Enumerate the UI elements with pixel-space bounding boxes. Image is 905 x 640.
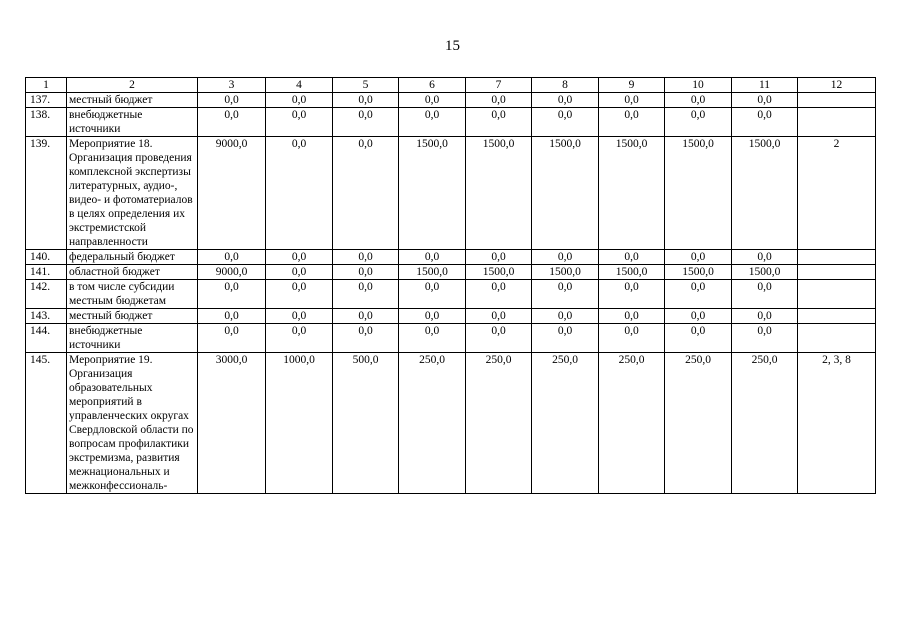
column-header: 4 [266,78,333,93]
value-cell: 0,0 [532,280,599,309]
target-indicator-cell [798,280,876,309]
value-cell: 9000,0 [198,265,266,280]
value-cell: 0,0 [333,280,399,309]
budget-table [25,77,876,494]
value-cell: 0,0 [198,309,266,324]
row-number: 137. [26,93,67,108]
value-cell: 1500,0 [466,137,532,250]
table-row [26,93,876,108]
row-number: 139. [26,137,67,250]
target-indicator-cell: 2 [798,137,876,250]
table-row [26,280,876,309]
value-cell: 1000,0 [266,353,333,494]
value-cell: 1500,0 [532,137,599,250]
value-cell: 0,0 [333,265,399,280]
value-cell: 0,0 [466,324,532,353]
row-name: внебюджетные источники [67,324,198,353]
row-name: в том числе субсидии местным бюджетам [67,280,198,309]
value-cell: 0,0 [266,265,333,280]
target-indicator-cell [798,265,876,280]
value-cell: 250,0 [599,353,665,494]
value-cell: 0,0 [198,108,266,137]
row-number: 138. [26,108,67,137]
value-cell: 0,0 [532,93,599,108]
value-cell: 0,0 [732,280,798,309]
row-number: 143. [26,309,67,324]
value-cell: 0,0 [333,93,399,108]
column-header: 12 [798,78,876,93]
value-cell: 0,0 [599,280,665,309]
value-cell: 1500,0 [665,265,732,280]
value-cell: 3000,0 [198,353,266,494]
value-cell: 0,0 [599,108,665,137]
value-cell: 0,0 [333,309,399,324]
row-number: 142. [26,280,67,309]
column-header: 5 [333,78,399,93]
value-cell: 0,0 [532,108,599,137]
target-indicator-cell [798,108,876,137]
table-row [26,309,876,324]
value-cell: 250,0 [532,353,599,494]
value-cell: 1500,0 [399,265,466,280]
target-indicator-cell [798,93,876,108]
value-cell: 1500,0 [466,265,532,280]
value-cell: 0,0 [266,309,333,324]
row-number: 144. [26,324,67,353]
table-row [26,353,876,494]
value-cell: 0,0 [532,309,599,324]
value-cell: 0,0 [466,93,532,108]
value-cell: 0,0 [399,108,466,137]
value-cell: 1500,0 [732,265,798,280]
value-cell: 1500,0 [399,137,466,250]
table-header-row [26,78,876,93]
value-cell: 0,0 [665,309,732,324]
value-cell: 250,0 [399,353,466,494]
value-cell: 250,0 [665,353,732,494]
target-indicator-cell [798,309,876,324]
value-cell: 0,0 [466,108,532,137]
row-name: внебюджетные источники [67,108,198,137]
value-cell: 1500,0 [665,137,732,250]
value-cell: 1500,0 [732,137,798,250]
row-number: 140. [26,250,67,265]
value-cell: 0,0 [599,93,665,108]
value-cell: 500,0 [333,353,399,494]
value-cell: 0,0 [266,324,333,353]
table-row [26,265,876,280]
value-cell: 0,0 [333,324,399,353]
target-indicator-cell [798,250,876,265]
target-indicator-cell [798,324,876,353]
value-cell: 0,0 [665,250,732,265]
value-cell: 0,0 [198,324,266,353]
row-number: 145. [26,353,67,494]
value-cell: 250,0 [466,353,532,494]
value-cell: 0,0 [198,93,266,108]
value-cell: 0,0 [266,250,333,265]
value-cell: 0,0 [532,324,599,353]
value-cell: 0,0 [198,250,266,265]
row-name: местный бюджет [67,93,198,108]
target-indicator-cell: 2, 3, 8 [798,353,876,494]
value-cell: 0,0 [333,108,399,137]
column-header: 11 [732,78,798,93]
row-name: местный бюджет [67,309,198,324]
row-name: областной бюджет [67,265,198,280]
value-cell: 1500,0 [599,137,665,250]
value-cell: 0,0 [599,250,665,265]
value-cell: 0,0 [399,93,466,108]
column-header: 6 [399,78,466,93]
value-cell: 0,0 [532,250,599,265]
column-header: 7 [466,78,532,93]
value-cell: 0,0 [266,108,333,137]
value-cell: 0,0 [732,108,798,137]
value-cell: 1500,0 [532,265,599,280]
table-row [26,250,876,265]
value-cell: 0,0 [266,137,333,250]
column-header: 10 [665,78,732,93]
value-cell: 0,0 [665,108,732,137]
value-cell: 0,0 [399,309,466,324]
value-cell: 9000,0 [198,137,266,250]
table-row [26,137,876,250]
value-cell: 0,0 [732,250,798,265]
value-cell: 250,0 [732,353,798,494]
column-header: 3 [198,78,266,93]
row-name: Мероприятие 19. Организация образовательных мероприятий в управленческих округах Свердловской области по вопросам профилактики экстремизма, развития межнациональных и межконфессиональ- [67,353,198,494]
value-cell: 0,0 [732,309,798,324]
column-header: 9 [599,78,665,93]
table-row [26,108,876,137]
value-cell: 0,0 [466,309,532,324]
value-cell: 0,0 [399,324,466,353]
page-number: 15 [445,38,460,54]
value-cell: 0,0 [665,280,732,309]
column-header: 1 [26,78,67,93]
value-cell: 0,0 [665,93,732,108]
value-cell: 0,0 [599,309,665,324]
value-cell: 0,0 [399,250,466,265]
value-cell: 0,0 [599,324,665,353]
value-cell: 0,0 [665,324,732,353]
value-cell: 0,0 [399,280,466,309]
column-header: 2 [67,78,198,93]
value-cell: 0,0 [333,250,399,265]
value-cell: 0,0 [732,324,798,353]
row-number: 141. [26,265,67,280]
value-cell: 0,0 [266,280,333,309]
value-cell: 0,0 [333,137,399,250]
value-cell: 1500,0 [599,265,665,280]
value-cell: 0,0 [732,93,798,108]
value-cell: 0,0 [266,93,333,108]
column-header: 8 [532,78,599,93]
value-cell: 0,0 [198,280,266,309]
table-row [26,324,876,353]
value-cell: 0,0 [466,280,532,309]
value-cell: 0,0 [466,250,532,265]
row-name: Мероприятие 18. Организация проведения комплексной экспертизы литературных, аудио-, видео- и фотоматериалов в целях определения их экстремистской направленности [67,137,198,250]
row-name: федеральный бюджет [67,250,198,265]
